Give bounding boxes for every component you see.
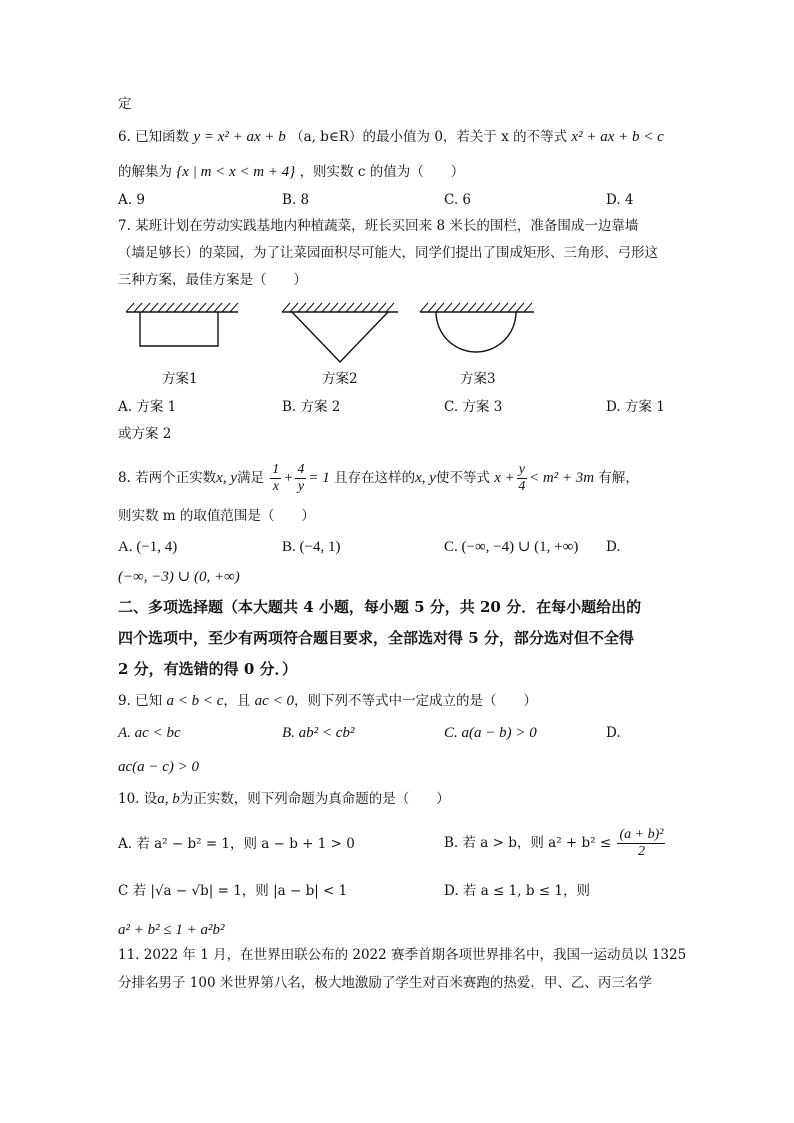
q10-line1: 10. 设a, b为正实数，则下列命题为真命题的是（ ）: [118, 791, 450, 807]
q8-option-d: D.: [606, 539, 621, 555]
q10-option-c: C 若 |√a − √b| = 1，则 |a − b| < 1: [118, 883, 348, 899]
q6-option-a: A. 9: [118, 192, 145, 208]
q6-option-c: C. 6: [444, 192, 472, 208]
q8-option-c: C. (−∞, −4) ∪ (1, +∞): [444, 539, 579, 555]
q6-function-expr: y = x² + ax + b: [193, 129, 286, 145]
q11-line1: 11. 2022 年 1 月，在世界田联公布的 2022 赛季首期各项世界排名中，我国一运动员以 1325: [118, 947, 687, 963]
q8-frac-y-over-4: $\frac{y}{4}$: [518, 462, 526, 494]
q6-option-d: D. 4: [606, 192, 634, 208]
q6-line2: 的解集为 {x | m < x < m + 4} ，则实数 c 的值为（ ）: [118, 164, 465, 180]
plan3-arc-figure: [416, 300, 538, 358]
q6-solution-set: {x | m < x < m + 4}: [176, 164, 296, 180]
q9-option-a: A. ac < bc: [118, 725, 181, 741]
q6-option-b: B. 8: [282, 192, 310, 208]
plan2-caption: 方案2: [322, 371, 358, 387]
plan1-caption: 方案1: [162, 371, 198, 387]
q7-option-b: B. 方案 2: [282, 399, 341, 415]
q7-line3: 三种方案，最佳方案是（ ）: [118, 272, 307, 288]
top-fragment: 定: [118, 96, 132, 112]
q7-option-c: C. 方案 3: [444, 399, 503, 415]
q7-option-d: D. 方案 1: [606, 399, 665, 415]
q8-line1: 8. 若两个正实数x, y满足 $\frac{1}{x}$ + $\frac{4}{y}$ = 1 且存在这样的x, y使不等式 x + $\frac{y}{4}$ < m² + 3m 有解，: [118, 462, 639, 494]
q7-option-a: A. 方案 1: [118, 399, 177, 415]
q7-line2: （墙足够长）的菜园，为了让菜园面积尽可能大，同学们提出了围成矩形、三角形、弓形这: [118, 245, 658, 261]
q10-option-d-wrap: a² + b² ≤ 1 + a²b²: [118, 922, 225, 938]
q9-option-d: D.: [606, 725, 621, 741]
q8-option-a: A. (−1, 4): [118, 539, 178, 555]
q10-option-a: A. 若 a² − b² = 1，则 a − b + 1 > 0: [118, 836, 355, 852]
q6-inequality: x² + ax + b < c: [571, 129, 664, 145]
section2-heading-line3: 2 分，有选错的得 0 分．）: [118, 660, 298, 678]
q10-option-d: D. 若 a ≤ 1, b ≤ 1，则: [444, 883, 590, 899]
q8-line2: 则实数 m 的取值范围是（ ）: [118, 508, 315, 524]
plan1-rectangle-figure: [122, 300, 240, 352]
q8-option-b: B. (−4, 1): [282, 539, 341, 555]
plan2-triangle-figure: [278, 300, 402, 366]
q6-line1: 6. 已知函数 y = x² + ax + b （a, b∈R）的最小值为 0，若关于 x 的不等式 x² + ax + b < c: [118, 129, 664, 145]
section2-heading-line1: 二、多项选择题（本大题共 4 小题，每小题 5 分，共 20 分．在每小题给出的: [118, 598, 642, 616]
q9-line1: 9. 已知 a < b < c，且 ac < 0，则下列不等式中一定成立的是（ ）: [118, 693, 537, 709]
q7-option-d-wrap: 或方案 2: [118, 426, 172, 442]
q7-line1: 7. 某班计划在劳动实践基地内种植蔬菜，班长买回来 8 米长的围栏，准备围成一边靠墙: [118, 218, 639, 234]
plan3-caption: 方案3: [460, 371, 496, 387]
q10-option-b-fraction: $\frac{\text{(a + b)²}}{2}$: [619, 827, 664, 859]
q9-option-b: B. ab² < cb²: [282, 725, 355, 741]
q8-frac-4-over-y: $\frac{4}{y}$: [297, 462, 305, 494]
q8-option-d-wrap: (−∞, −3) ∪ (0, +∞): [118, 569, 240, 585]
q10-option-b: B. 若 a > b，则 a² + b² ≤ $\frac{\text{(a + b)²}}{2}$: [444, 827, 664, 859]
section2-heading-line2: 四个选项中，至少有两项符合题目要求，全部选对得 5 分，部分选对但不全得: [118, 629, 634, 647]
q9-option-c: C. a(a − b) > 0: [444, 725, 537, 741]
q9-option-d-wrap: ac(a − c) > 0: [118, 759, 200, 775]
q8-frac-1-over-x: $\frac{1}{x}$: [272, 462, 280, 494]
q11-line2: 分排名男子 100 米世界第八名，极大地激励了学生对百米赛跑的热爱．甲、乙、丙三名学: [118, 975, 652, 991]
